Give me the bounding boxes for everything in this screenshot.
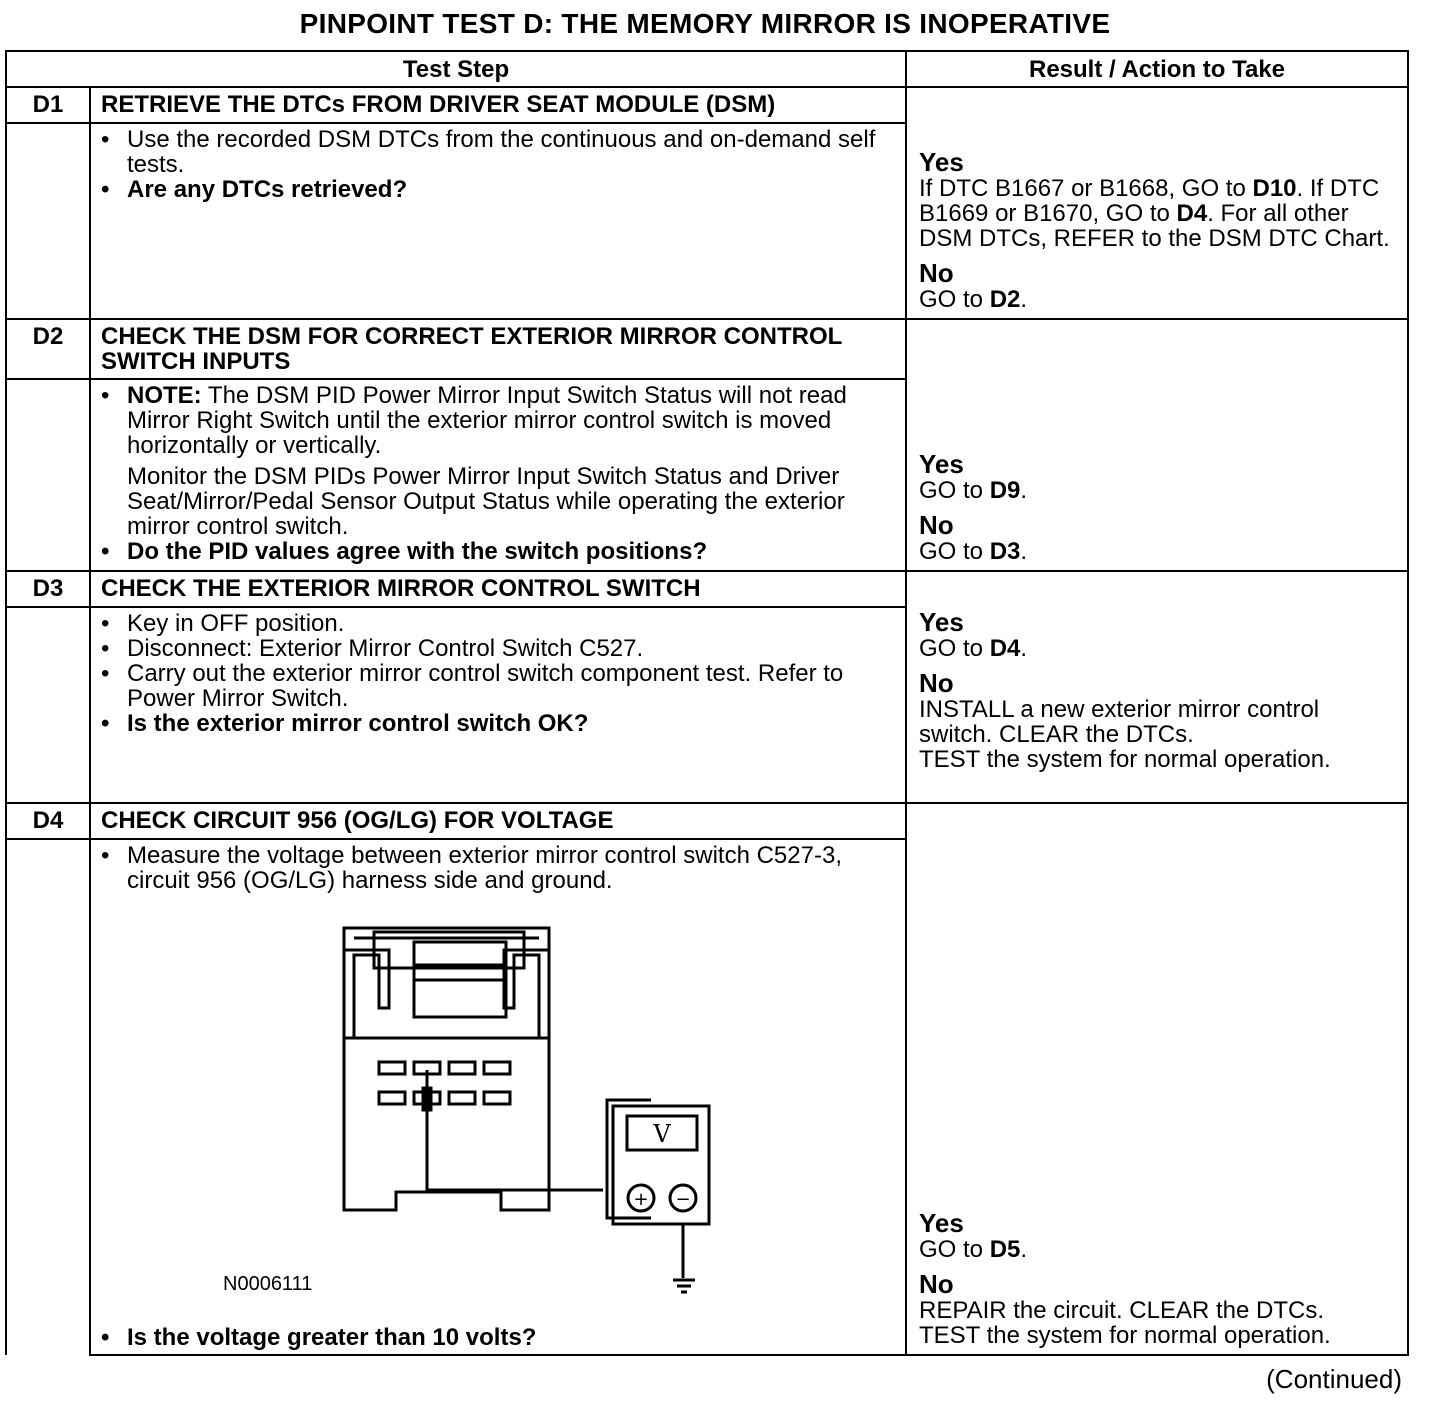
list-item: Monitor the DSM PIDs Power Mirror Input Switch Status and Driver Seat/Mirror/Pedal Sensor Output Status while operating the exterior mirror control switch. [127,463,845,540]
step-id: D1 [6,87,90,123]
list-item: • Key in OFF position. [101,610,345,637]
step-question: • Are any DTCs retrieved? [101,176,408,203]
no-label: No [919,1269,954,1299]
continued-label: (Continued) [1266,1364,1402,1394]
step-content [90,123,906,319]
no-action: GO to D2. [919,286,1028,313]
yes-label: Yes [919,147,964,177]
no-action: GO to D3. [919,538,1028,565]
connector-c527-icon [344,928,549,1210]
step-d3-result [906,571,1408,803]
step-heading: CHECK THE EXTERIOR MIRROR CONTROL SWITCH [90,571,906,607]
meter-symbol: V [653,1120,671,1148]
header-test-step: Test Step [6,51,906,87]
connector-voltage-diagram [231,920,651,1290]
no-action: REPAIR the circuit. CLEAR the DTCs. [919,1297,1324,1324]
step-heading: CHECK THE DSM FOR CORRECT EXTERIOR MIRROR CONTROL SWITCH INPUTS [90,319,906,379]
pinpoint-test-table [5,50,1409,1356]
no-label: No [919,668,954,698]
step-heading: RETRIEVE THE DTCs FROM DRIVER SEAT MODULE (DSM) [90,87,906,123]
no-action: TEST the system for normal operation. [919,746,1331,773]
step-d2-result [906,319,1408,571]
step-content [90,607,906,803]
yes-label: Yes [919,607,964,637]
yes-action: GO to D9. [919,477,1028,504]
ground-icon [673,1280,695,1292]
step-question: • Is the exterior mirror control switch OK? [101,710,589,737]
yes-label: Yes [919,1208,964,1238]
yes-action: GO to D4. [919,635,1028,662]
step-question: • Do the PID values agree with the switch positions? [101,538,708,565]
step-id: D2 [6,319,90,379]
step-d4-heading-row [6,803,1408,839]
step-d2-heading-row [6,319,1408,379]
step-content [90,839,906,1355]
step-content [90,379,906,571]
plus-terminal: + [633,1189,649,1210]
table-header-row [6,51,1408,87]
step-d4-result [906,803,1408,1355]
step-d1-heading-row [6,87,1408,123]
list-item: • Carry out the exterior mirror control switch component test. Refer to Power Mirror Switch. [101,660,844,712]
step-question: • Is the voltage greater than 10 volts? [101,1324,537,1351]
step-heading: CHECK CIRCUIT 956 (OG/LG) FOR VOLTAGE [90,803,906,839]
minus-terminal: − [675,1189,691,1210]
step-d3-heading-row [6,571,1408,607]
step-d1-result [906,87,1408,319]
figure-id: N0006111 [223,1273,313,1295]
yes-action: If DTC B1667 or B1668, GO to D10. If DTC B1669 or B1670, GO to D4. For all other DSM DTCs, REFER to the DSM DTC Chart. [919,175,1390,252]
list-item: • Use the recorded DSM DTCs from the continuous and on-demand self tests. [101,126,876,178]
list-item: • Measure the voltage between exterior mirror control switch C527-3, circuit 956 (OG/LG) harness side and ground. [101,842,842,894]
no-label: No [919,258,954,288]
step-id: D3 [6,571,90,607]
no-label: No [919,510,954,540]
page-title: PINPOINT TEST D: THE MEMORY MIRROR IS INOPERATIVE [299,8,1111,39]
list-item: • Disconnect: Exterior Mirror Control Switch C527. [101,635,644,662]
probe-icon [423,1070,603,1190]
yes-label: Yes [919,449,964,479]
yes-action: GO to D5. [919,1236,1028,1263]
voltmeter-detail [603,1100,733,1330]
header-result-action: Result / Action to Take [906,51,1408,87]
no-action: INSTALL a new exterior mirror control switch. CLEAR the DTCs. [919,696,1320,748]
list-item: • NOTE: The DSM PID Power Mirror Input Switch Status will not read Mirror Right Switch until the exterior mirror control switch is moved horizontally or vertically. [101,382,847,459]
no-action: TEST the system for normal operation. [919,1322,1331,1349]
step-id: D4 [6,803,90,839]
